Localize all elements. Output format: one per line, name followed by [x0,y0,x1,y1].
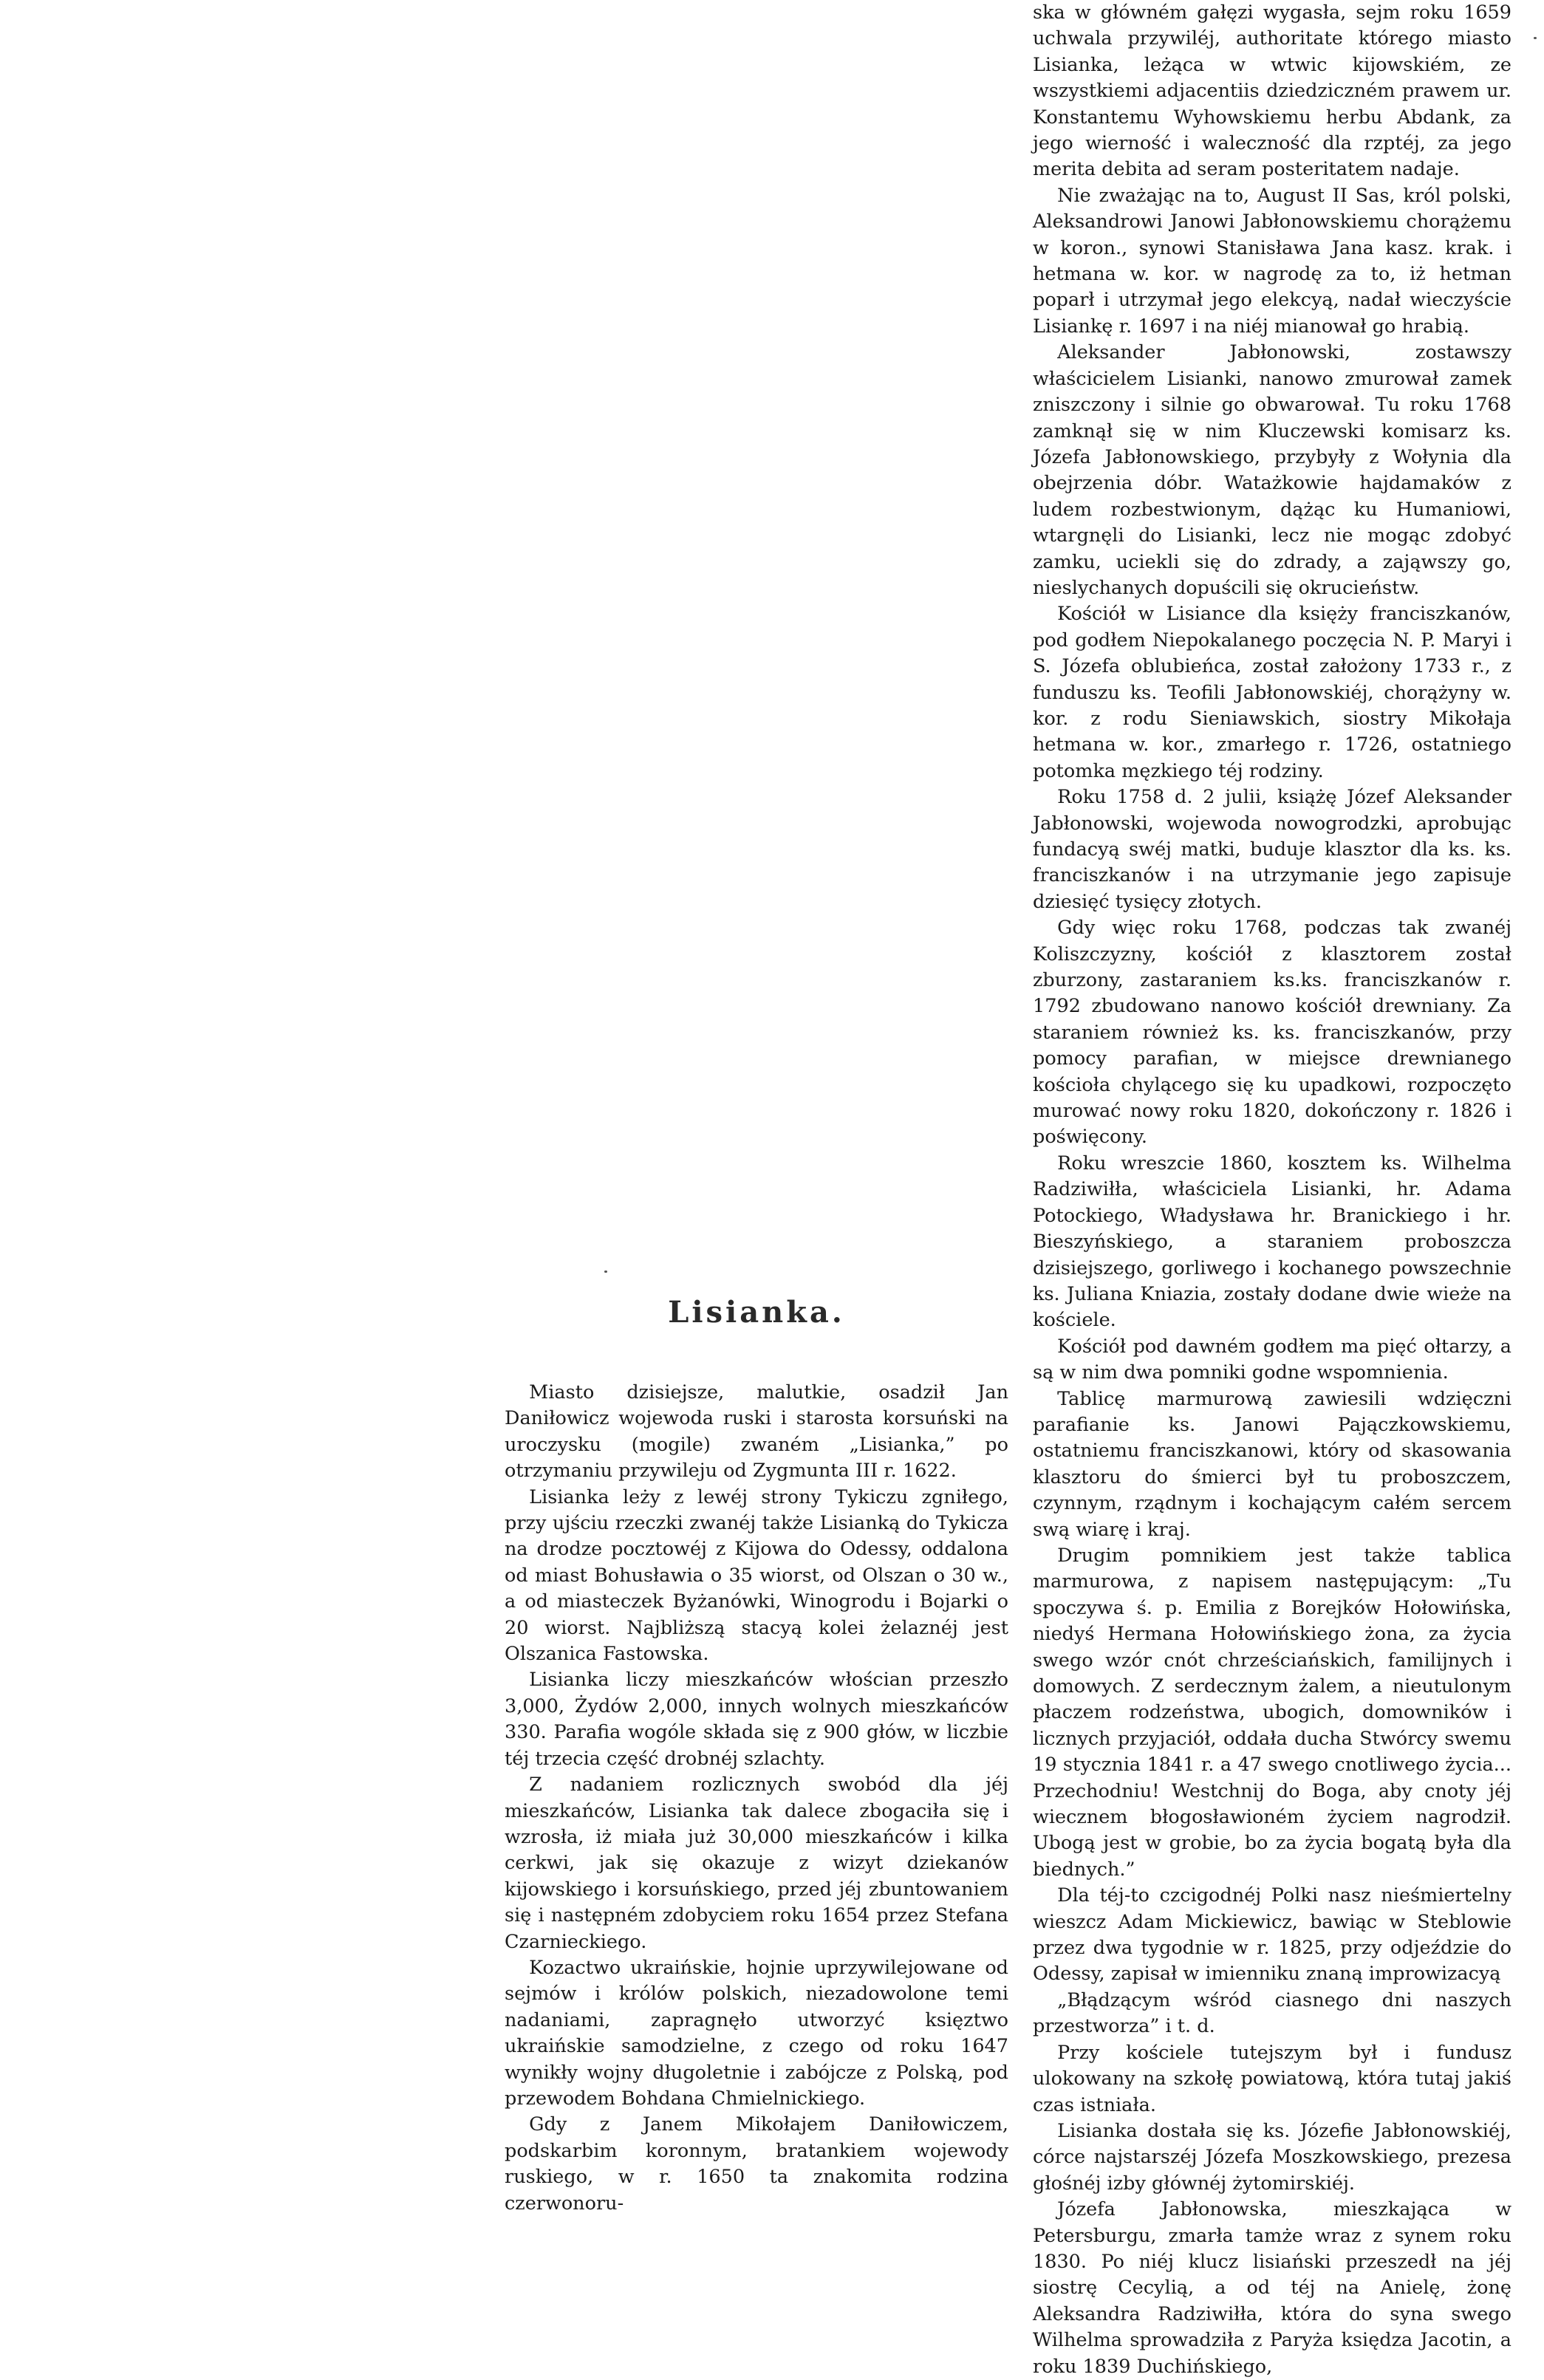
paragraph: Kościół w Lisiance dla księży franciszkanów, pod godłem Niepokalanego poczęcia N. P. Maryi i S. Józefa oblubieńca, został założony 1733 r., z funduszu ks. Teofili Jabłonowskiéj, chorążyny w. kor. z rodu Sieniawskich, siostry Mikołaja hetmana w. kor., zmarłego r. 1726, ostatniego potomka męzkiego téj rodziny. [1033,603,1511,782]
paragraph: Drugim pomnikiem jest także tablica marmurowa, z napisem następującym: „Tu spoczywa ś. p. Emilia z Borejków Hołowińska, niedyś Hermana Hołowińskiego żona, za życia swego wzór cnót chrześciańskich, familijnych i domowych. Z serdecznym żalem, a nieutulonym płaczem rodzeństwa, ubogich, domowników i licznych przyjaciół, oddała ducha Stwórcy swemu 19 stycznia 1841 r. a 47 swego cnotliwego życia... Przechodniu! Westchnij do Boga, aby cnoty jéj wiecznem błogosławioném życiem nagrodził. Ubogą jest w grobie, bo za życia bogatą była dla biednych.” [1033,1544,1511,1881]
paragraph: Gdy z Janem Mikołajem Daniłowiczem, podskarbim koronnym, bratankiem wojewody ruskiego, w r. 1650 ta znakomita rodzina czerwonoru- [505,2113,1008,2215]
page-heading: Lisianka. [668,1295,845,1330]
right-column [1033,0,1511,2380]
paragraph: Lisianka dostała się ks. Józefie Jabłonowskiéj, córce najstarszéj Józefa Moszkowskiego, prezesa głośnéj izby głównéj żytomirskiéj. [1033,2119,1511,2195]
paragraph: Józefa Jabłonowska, mieszkająca w Petersburgu, zmarła tamże wraz z synem roku 1830. Po niéj klucz lisiański przeszedł na jéj siostrę Cecylią, a od téj na Anielę, żonę Aleksandra Radziwiłła, która do syna swego Wilhelma sprowadziła z Paryża księdza Jacotin, a roku 1839 Duchińskiego, [1033,2198,1511,2378]
paragraph: Przy kościele tutejszym był i fundusz ulokowany na szkołę powiatową, która tutaj jakiś czas istniała. [1033,2041,1511,2116]
paragraph: Lisianka leży z lewéj strony Tykiczu zgniłego, przy ujściu rzeczki zwanéj także Lisianką do Tykicza na drodze pocztowéj z Kijowa do Odessy, oddalona od miast Bohusławia o 35 wiorst, od Olszan o 30 w., a od miasteczek Byżanówki, Winogrodu i Bojarki o 20 wiorst. Najbliższą stacyą kolei żelaznéj jest Olszanica Fastowska. [505,1485,1008,1666]
print-speck [604,1271,607,1273]
paragraph: Z nadaniem rozlicznych swobód dla jéj mieszkańców, Lisianka tak dalece zbogaciła się i wzrosła, iż miała już 30,000 mieszkańców i kilka cerkwi, jak się okazuje z wizyt dziekanów kijowskiego i korsuńskiego, przed jéj zbuntowaniem się i następném zdobyciem roku 1654 przez Stefana Czarnieckiego. [505,1774,1008,1953]
paragraph: Tablicę marmurową zawiesili wdzięczni parafianie ks. Janowi Pajączkowskiemu, ostatniemu franciszkanowi, który od skasowania klasztoru do śmierci był tu proboszczem, czynnym, rządnym i kochającym całém sercem swą wiarę i kraj. [1033,1387,1511,1541]
paragraph: Nie zważając na to, August II Sas, król polski, Aleksandrowi Janowi Jabłonowskiemu chorążemu w koron., synowi Stanisława Jana kasz. krak. i hetmana w. kor. w nagrodę za to, iż hetman poparł i utrzymał jego elekcyą, nadał wieczyście Lisiankę r. 1697 i na niéj mianował go hrabią. [1033,184,1511,338]
print-speck [1534,37,1537,39]
paragraph: Miasto dzisiejsze, malutkie, osadził Jan Daniłowicz wojewoda ruski i starosta korsuński na uroczysku (mogile) zwaném „Lisianka,” po otrzymaniu przywileju od Zygmunta III r. 1622. [505,1381,1008,1483]
paragraph: Aleksander Jabłonowski, zostawszy właścicielem Lisianki, nanowo zmurował zamek zniszczony i silnie go obwarował. Tu roku 1768 zamknął się w nim Kluczewski komisarz ks. Józefa Jabłonowskiego, przybyły z Wołynia dla obejrzenia dóbr. Watażkowie hajdamaków z ludem rozbestwionym, dążąc ku Humaniowi, wtargnęli do Lisianki, lecz nie mogąc zdobyć zamku, uciekli się do zdrady, a zająwszy go, nieslychanych dopuścili się okrucieństw. [1033,341,1511,599]
paragraph: „Błądzącym wśród ciasnego dni naszych przestworza” i t. d. [1033,1989,1511,2038]
paragraph: Kozactwo ukraińskie, hojnie uprzywilejowane od sejmów i królów polskich, niezadowolone temi nadaniami, zapragnęło utworzyć księztwo ukraińskie samodzielne, z czego od roku 1647 wynikły wojny długoletnie i zabójcze z Polską, pod przewodem Bohdana Chmielnickiego. [505,1956,1008,2110]
paragraph: Kościół pod dawném godłem ma pięć ołtarzy, a są w nim dwa pomniki godne wspomnienia. [1033,1335,1511,1384]
paragraph: Gdy więc roku 1768, podczas tak zwanéj Koliszczyzny, kościół z klasztorem został zburzony, zastaraniem ks.ks. franciszkanów r. 1792 zbudowano nanowo kościół drewniany. Za staraniem również ks. ks. franciszkanów, przy pomocy parafian, w miejsce drewnianego kościoła chylącego się ku upadkowi, rozpoczęto murować nowy roku 1820, dokończony r. 1826 i poświęcony. [1033,917,1511,1149]
paragraph: Roku 1758 d. 2 julii, książę Józef Aleksander Jabłonowski, wojewoda nowogrodzki, aprobując fundacyą swéj matki, buduje klasztor dla ks. ks. franciszkanów i na utrzymanie jego zapisuje dziesięć tysięcy złotych. [1033,786,1511,913]
left-column [505,1380,1008,2217]
paragraph: Roku wreszcie 1860, kosztem ks. Wilhelma Radziwiłła, właściciela Lisianki, hr. Adama Potockiego, Władysława hr. Branickiego i hr. Bieszyńskiego, a staraniem proboszcza dzisiejszego, gorliwego i kochanego powszechnie ks. Juliana Kniazia, zostały dodane dwie wieże na kościele. [1033,1152,1511,1332]
paragraph: ska w główném gałęzi wygasła, sejm roku 1659 uchwala przywiléj, authoritate którego miasto Lisianka, leżąca w wtwic kijowskiém, ze wszystkiemi adjacentiis dziedziczném prawem ur. Konstantemu Wyhowskiemu herbu Abdank, za jego wierność i waleczność dla rzptéj, za jego merita debita ad seram posteritatem nadaje. [1033,1,1511,181]
paragraph: Dla téj-to czcigodnéj Polki nasz nieśmiertelny wieszcz Adam Mickiewicz, bawiąc w Steblowie przez dwa tygodnie w r. 1825, przy odjeździe do Odessy, zapisał w imienniku znaną improwizacyą [1033,1884,1511,1986]
paragraph: Lisianka liczy mieszkańców włościan przeszło 3,000, Żydów 2,000, innych wolnych mieszkańców 330. Parafia wogóle składa się z 900 głów, w liczbie téj trzecia część drobnéj szlachty. [505,1669,1008,1770]
